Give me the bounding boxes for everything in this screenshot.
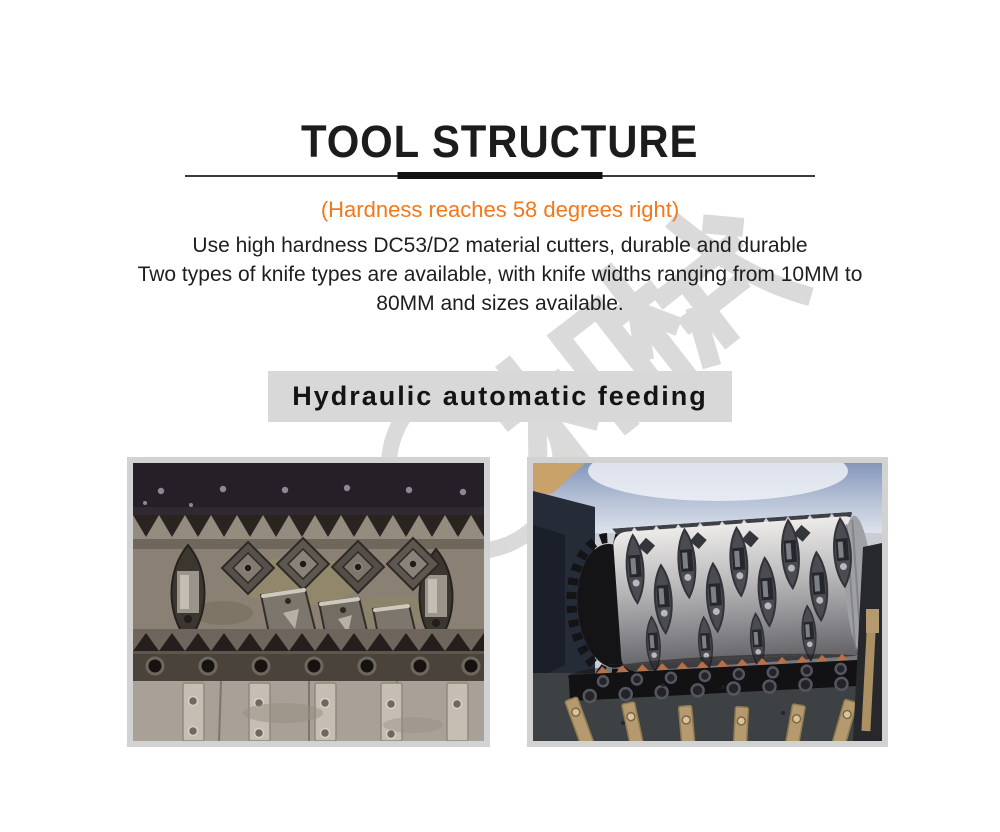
section-header-hydraulic-feeding: Hydraulic automatic feeding <box>268 371 732 422</box>
hardness-note: (Hardness reaches 58 degrees right) <box>320 197 680 222</box>
title-divider <box>185 172 815 179</box>
intro-line: 80MM and sizes available. <box>376 292 624 315</box>
shredder-rotor-in-machine-photo <box>527 457 888 747</box>
shredder-rotor-drawing <box>533 463 882 741</box>
intro-line: Use high hardness DC53/D2 material cutters, durable and durable <box>192 234 808 257</box>
page-title-text: TOOL STRUCTURE <box>301 116 699 168</box>
shredder-cutters-closeup-photo <box>127 457 490 747</box>
intro-paragraph <box>0 231 1000 318</box>
shredder-cutters-closeup-drawing <box>133 463 484 741</box>
divider-thick-bar <box>398 172 603 179</box>
page-title <box>0 116 1000 168</box>
intro-line: Two types of knife types are available, with knife widths ranging from 10MM to <box>137 263 863 286</box>
